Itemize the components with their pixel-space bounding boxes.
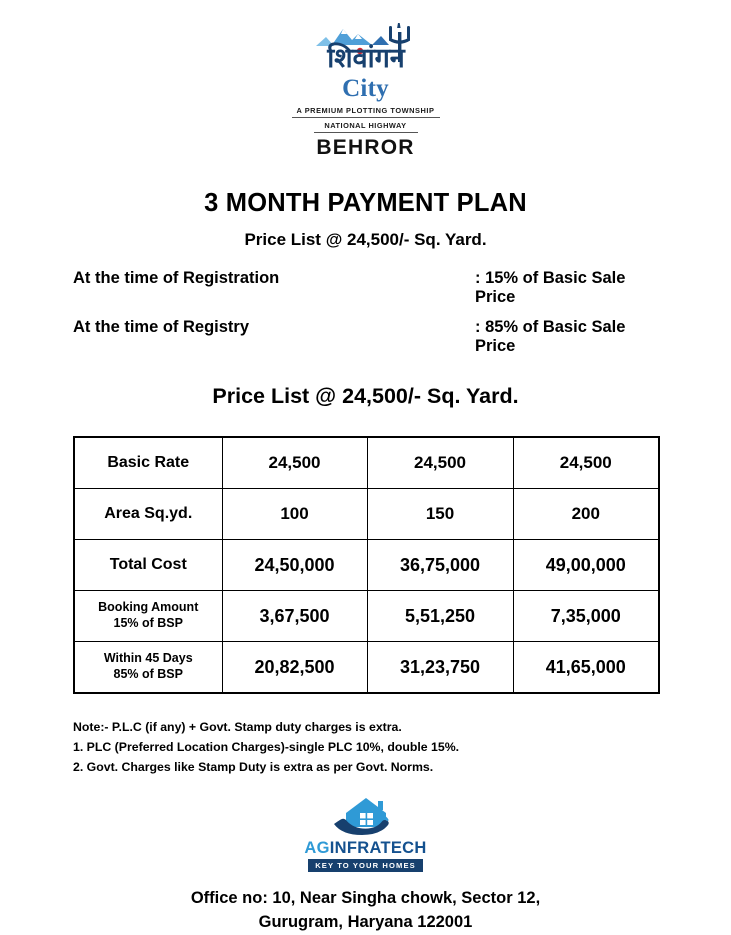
note-line-1: 1. PLC (Preferred Location Charges)-single PLC 10%, double 15%. [73, 739, 460, 754]
row-header-line1: Booking Amount [98, 600, 199, 615]
table-row [74, 437, 659, 489]
row-header-total-cost: Total Cost [74, 540, 222, 591]
shivangan-logo-mark [286, 18, 446, 80]
payment-term-row [73, 269, 658, 307]
brand-tagline: A PREMIUM PLOTTING TOWNSHIP [292, 106, 440, 118]
price-list-heading: Price List @ 24,500/- Sq. Yard. [212, 384, 519, 408]
brand-city-word: City [342, 75, 389, 102]
company-name-infratech: INFRATECH [329, 838, 427, 857]
row-header-line2: 85% of BSP [113, 667, 183, 681]
row-header-booking-amount [74, 591, 222, 642]
table-cell: 49,00,000 [513, 540, 659, 591]
term-label-registry: At the time of Registry [73, 318, 250, 336]
table-row [74, 489, 659, 540]
row-header-within-45-days [74, 642, 222, 694]
table-cell: 24,50,000 [222, 540, 367, 591]
footer [0, 796, 731, 935]
row-header-area: Area Sq.yd. [74, 489, 222, 540]
payment-term-row [73, 318, 658, 356]
table-cell: 7,35,000 [513, 591, 659, 642]
table-cell: 24,500 [513, 437, 659, 489]
devanagari-wordmark: शिवांगन [326, 43, 405, 74]
brand-header [0, 0, 731, 160]
office-address [191, 887, 540, 935]
term-value-registry: : 85% of Basic Sale Price [475, 318, 626, 355]
address-line-1: Office no: 10, Near Singha chowk, Sector 12, [190, 888, 541, 907]
table-cell: 41,65,000 [513, 642, 659, 694]
note-line-main: Note:- P.L.C (if any) + Govt. Stamp duty charges is extra. [73, 720, 402, 734]
ag-infratech-logo-icon [320, 796, 412, 838]
address-line-2: Gurugram, Haryana 122001 [258, 912, 473, 931]
table-cell: 3,67,500 [222, 591, 367, 642]
row-header-basic-rate: Basic Rate [74, 437, 222, 489]
table-row [74, 540, 659, 591]
note-line-2: 2. Govt. Charges like Stamp Duty is extra as per Govt. Norms. [73, 759, 434, 774]
shivangan-logo-svg [286, 18, 446, 80]
table-cell: 150 [367, 489, 513, 540]
table-cell: 100 [222, 489, 367, 540]
brand-highway-label: NATIONAL HIGHWAY [314, 121, 418, 133]
page-subtitle: Price List @ 24,500/- Sq. Yard. [244, 230, 487, 249]
company-name [304, 839, 426, 858]
term-value-registration: : 15% of Basic Sale Price [475, 269, 626, 306]
company-name-ag: AG [304, 838, 330, 857]
term-label-registration: At the time of Registration [73, 269, 280, 287]
table-cell: 20,82,500 [222, 642, 367, 694]
table-cell: 5,51,250 [367, 591, 513, 642]
table-row [74, 591, 659, 642]
payment-terms-list [0, 269, 731, 356]
price-table [73, 436, 660, 694]
row-header-line1: Within 45 Days [103, 651, 193, 666]
notes-section [0, 718, 731, 778]
table-cell: 36,75,000 [367, 540, 513, 591]
brand-location: BEHROR [316, 136, 415, 159]
table-row [74, 642, 659, 694]
table-cell: 24,500 [222, 437, 367, 489]
company-tagline: KEY TO YOUR HOMES [308, 859, 423, 872]
row-header-line2: 15% of BSP [113, 616, 183, 630]
table-cell: 24,500 [367, 437, 513, 489]
table-cell: 200 [513, 489, 659, 540]
table-cell: 31,23,750 [367, 642, 513, 694]
price-table-container [0, 436, 731, 694]
page-title: 3 MONTH PAYMENT PLAN [204, 189, 527, 217]
